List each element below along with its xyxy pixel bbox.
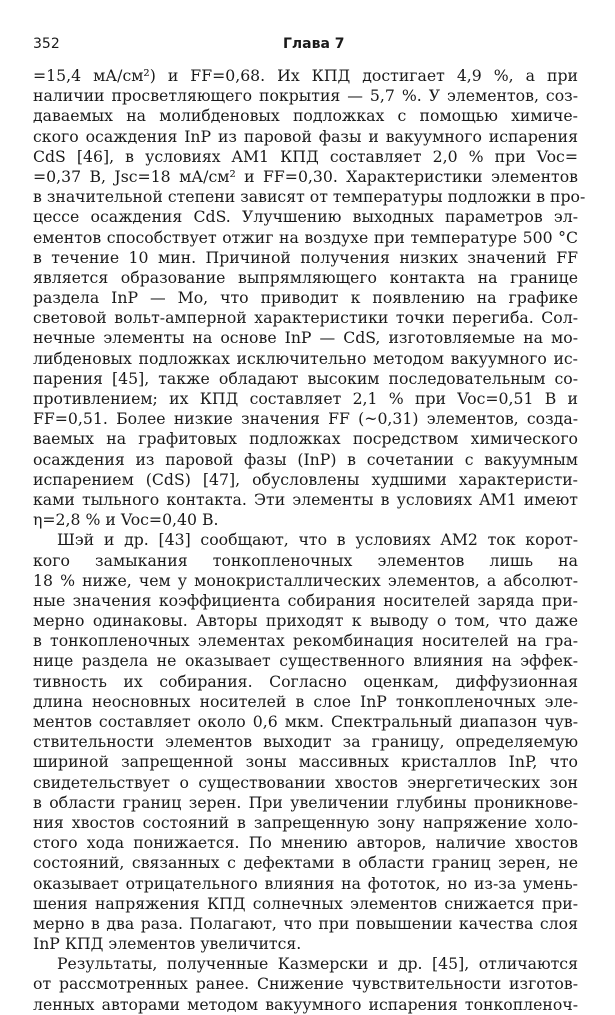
text-line: мерно одинаковы. Авторы приходят к выводу о том, что даже	[33, 611, 578, 631]
text-line: от рассмотренных ранее. Снижение чувствительности изготов-	[33, 974, 578, 994]
text-line: CdS [46], в условиях AM1 КПД составляет 2,0 % при Voc=	[33, 146, 578, 166]
text-line: либденовых подложках исключительно методом вакуумного ис-	[33, 348, 578, 368]
text-line: стого хода понижается. По мнению авторов, наличие хвостов	[33, 833, 578, 853]
text-line: FF=0,51. Более низкие значения FF (~0,31) элементов, созда-	[33, 409, 578, 429]
text-line: ементов способствует отжиг на воздухе при температуре 500 °C	[33, 227, 578, 247]
text-line: InP КПД элементов увеличится.	[33, 934, 302, 954]
text-line: Шэй и др. [43] сообщают, что в условиях AM2 ток корот-	[57, 530, 578, 550]
text-line: наличии просветляющего покрытия — 5,7 %. У элементов, соз-	[33, 86, 578, 106]
text-line: цессе осаждения CdS. Улучшению выходных параметров эл-	[33, 207, 578, 227]
text-line: шения напряжения КПД солнечных элементов снижается при-	[33, 893, 578, 913]
text-line: =0,37 В, Jsc=18 мА/см² и FF=0,30. Характеристики элементов	[33, 166, 578, 186]
text-line: в течение 10 мин. Причиной получения низких значений FF	[33, 247, 578, 267]
text-line: ния хвостов состояний в запрещенную зону напряжение холо-	[33, 812, 578, 832]
text-line: ленных авторами методом вакуумного испарения тонкопленоч-	[33, 994, 578, 1014]
text-line: свидетельствует о существовании хвостов энергетических зон	[33, 772, 578, 792]
text-line: световой вольт-амперной характеристики точки перегиба. Сол-	[33, 308, 578, 328]
text-line: Результаты, полученные Казмерски и др. [45], отличаются	[57, 954, 578, 974]
text-line: раздела InP — Mo, что приводит к появлению на графике	[33, 288, 578, 308]
text-line: мерно в два раза. Полагают, что при повышении качества слоя	[33, 913, 578, 933]
text-line: парения [45], также обладают высоким последовательным со-	[33, 368, 578, 388]
text-line: длина неосновных носителей в слое InP тонкопленочных эле-	[33, 691, 578, 711]
text-line: в значительной степени зависят от температуры подложки в про-	[33, 187, 586, 207]
page-number: 352	[33, 36, 60, 52]
text-line: оказывает отрицательного влияния на фототок, но из-за умень-	[33, 873, 578, 893]
text-line: нечные элементы на основе InP — CdS, изготовляемые на мо-	[33, 328, 578, 348]
text-line: ского осаждения InP из паровой фазы и вакуумного испарения	[33, 126, 578, 146]
text-line: шириной запрещенной зоны массивных кристаллов InP, что	[33, 752, 578, 772]
text-line: 18 % ниже, чем у монокристаллических элементов, а абсолют-	[33, 570, 578, 590]
paragraph	[33, 954, 578, 1015]
paragraph	[33, 530, 578, 954]
text-line: состояний, связанных с дефектами в области границ зерен, не	[33, 853, 578, 873]
text-line: нице раздела не оказывает существенного влияния на эффек-	[33, 651, 578, 671]
paragraph	[33, 66, 586, 530]
text-line: в тонкопленочных элементах рекомбинация носителей на гра-	[33, 631, 578, 651]
text-line: испарением (CdS) [47], обусловлены худшими характеристи-	[33, 469, 578, 489]
text-line: кого замыкания тонкопленочных элементов лишь на	[33, 550, 578, 570]
text-line: =15,4 мА/см²) и FF=0,68. Их КПД достигает 4,9 %, а при	[33, 66, 578, 85]
text-line: противлением; их КПД составляет 2,1 % при Voc=0,51 В и	[33, 389, 578, 408]
text-line: η=2,8 % и Voc=0,40 В.	[33, 510, 219, 530]
text-line: в области границ зерен. При увеличении глубины проникнове-	[33, 792, 578, 812]
text-line: ментов составляет около 0,6 мкм. Спектральный диапазон чув-	[33, 712, 578, 731]
page-header	[33, 36, 578, 58]
text-line: тивность их собирания. Согласно оценкам, диффузионная	[33, 671, 578, 691]
text-line: ные значения коэффициента собирания носителей заряда при-	[33, 590, 578, 610]
text-line: является образование выпрямляющего контакта на границе	[33, 267, 578, 287]
text-line: даваемых на молибденовых подложках с помощью химиче-	[33, 106, 578, 126]
chapter-title: Глава 7	[283, 36, 345, 52]
body-text	[33, 66, 586, 1015]
text-line: ваемых на графитовых подложках посредством химического	[33, 429, 578, 449]
text-line: ками тыльного контакта. Эти элементы в условиях AM1 имеют	[33, 489, 578, 509]
document-page	[33, 36, 586, 1014]
text-line: осаждения из паровой фазы (InP) в сочетании с вакуумным	[33, 449, 578, 469]
text-line: ствительности элементов выходит за границу, определяемую	[33, 732, 578, 752]
